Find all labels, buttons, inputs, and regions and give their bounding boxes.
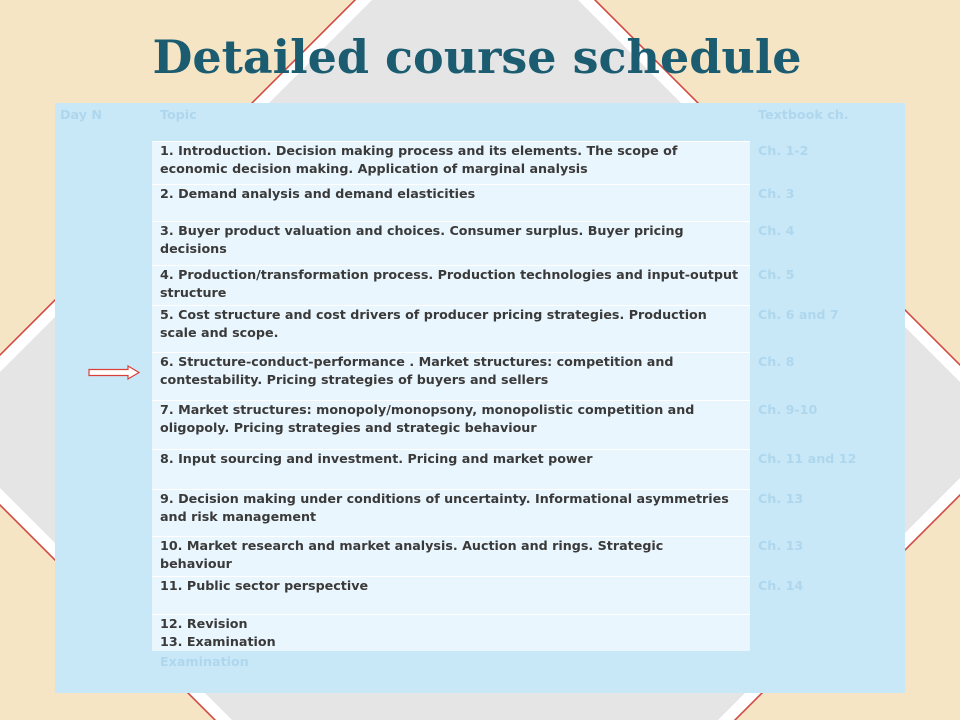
topic-cell bbox=[152, 400, 750, 449]
topic-cell bbox=[152, 184, 750, 221]
header-topic-label: Topic bbox=[160, 107, 197, 122]
textbook-chapter: Ch. 4 bbox=[758, 223, 795, 238]
textbook-chapter: Ch. 13 bbox=[758, 491, 804, 506]
topic-cell bbox=[152, 576, 750, 614]
topic-cell bbox=[152, 265, 750, 305]
schedule-row bbox=[55, 536, 905, 576]
schedule-row bbox=[55, 489, 905, 536]
day-cell bbox=[55, 352, 152, 400]
schedule-table bbox=[55, 103, 905, 693]
day-cell bbox=[55, 305, 152, 352]
topic-text-line: 5. Cost structure and cost drivers of producer pricing strategies. Production bbox=[160, 307, 707, 322]
textbook-chapter-cell bbox=[750, 651, 905, 693]
textbook-chapter-cell bbox=[750, 576, 905, 614]
topic-text-line: 1. Introduction. Decision making process and its elements. The scope of bbox=[160, 143, 678, 158]
textbook-chapter-cell bbox=[750, 141, 905, 184]
topic-text-line: 8. Input sourcing and investment. Pricing and market power bbox=[160, 451, 593, 466]
header-textbook-cell bbox=[750, 103, 905, 141]
textbook-chapter: Ch. 5 bbox=[758, 267, 795, 282]
schedule-row bbox=[55, 614, 905, 651]
topic-text-line: oligopoly. Pricing strategies and strategic behaviour bbox=[160, 420, 537, 435]
topic-cell bbox=[152, 489, 750, 536]
topic-text-line: 12. Revision bbox=[160, 616, 248, 631]
topic-text-line: 4. Production/transformation process. Production technologies and input-output bbox=[160, 267, 739, 282]
schedule-row bbox=[55, 400, 905, 449]
header-topic-cell bbox=[152, 103, 750, 141]
textbook-chapter: Ch. 1-2 bbox=[758, 143, 809, 158]
topic-cell bbox=[152, 614, 750, 651]
day-cell bbox=[55, 489, 152, 536]
topic-text-line: scale and scope. bbox=[160, 325, 279, 340]
topic-cell bbox=[152, 305, 750, 352]
textbook-chapter: Ch. 9-10 bbox=[758, 402, 818, 417]
textbook-chapter-cell bbox=[750, 221, 905, 265]
final-topic-cell bbox=[152, 651, 750, 693]
textbook-chapter-cell bbox=[750, 184, 905, 221]
slide-title: Detailed course schedule bbox=[152, 30, 802, 84]
textbook-chapter: Ch. 8 bbox=[758, 354, 795, 369]
textbook-chapter-cell bbox=[750, 265, 905, 305]
topic-text-line: 9. Decision making under conditions of uncertainty. Informational asymmetries bbox=[160, 491, 729, 506]
schedule-row bbox=[55, 184, 905, 221]
topic-text-line: 11. Public sector perspective bbox=[160, 578, 369, 593]
topic-text-line: economic decision making. Application of marginal analysis bbox=[160, 161, 588, 176]
textbook-chapter-cell bbox=[750, 449, 905, 489]
topic-text-line: structure bbox=[160, 285, 227, 300]
schedule-row bbox=[55, 576, 905, 614]
schedule-row bbox=[55, 449, 905, 489]
header-day-cell bbox=[55, 103, 152, 141]
topic-text-line: 7. Market structures: monopoly/monopsony, monopolistic competition and bbox=[160, 402, 695, 417]
schedule-row bbox=[55, 265, 905, 305]
header-day-label: Day N bbox=[60, 107, 103, 122]
topic-cell bbox=[152, 221, 750, 265]
topic-cell bbox=[152, 449, 750, 489]
topic-text-line: and risk management bbox=[160, 509, 317, 524]
textbook-chapter: Ch. 14 bbox=[758, 578, 804, 593]
schedule-row bbox=[55, 141, 905, 184]
topic-text-line: contestability. Pricing strategies of buyers and sellers bbox=[160, 372, 549, 387]
topic-text-line: decisions bbox=[160, 241, 227, 256]
table-header-row bbox=[55, 103, 905, 141]
textbook-chapter-cell bbox=[750, 352, 905, 400]
topic-text-line: 2. Demand analysis and demand elasticities bbox=[160, 186, 476, 201]
header-textbook-label: Textbook ch. bbox=[758, 107, 849, 122]
topic-text-line: 13. Examination bbox=[160, 634, 276, 649]
final-topic-text: Examination bbox=[160, 654, 249, 669]
topic-cell bbox=[152, 141, 750, 184]
day-cell bbox=[55, 265, 152, 305]
day-cell bbox=[55, 614, 152, 651]
topic-text-line: behaviour bbox=[160, 556, 232, 571]
day-cell bbox=[55, 449, 152, 489]
schedule-final-row bbox=[55, 651, 905, 693]
right-arrow-icon bbox=[88, 365, 140, 381]
textbook-chapter: Ch. 6 and 7 bbox=[758, 307, 839, 322]
textbook-chapter: Ch. 13 bbox=[758, 538, 804, 553]
schedule-row-current bbox=[55, 352, 905, 400]
topic-text-line: 6. Structure-conduct-performance . Market structures: competition and bbox=[160, 354, 674, 369]
schedule-row bbox=[55, 305, 905, 352]
day-cell bbox=[55, 536, 152, 576]
textbook-chapter-cell bbox=[750, 489, 905, 536]
day-cell bbox=[55, 184, 152, 221]
day-cell bbox=[55, 651, 152, 693]
textbook-chapter: Ch. 3 bbox=[758, 186, 795, 201]
schedule-row bbox=[55, 221, 905, 265]
topic-text-line: 10. Market research and market analysis. Auction and rings. Strategic bbox=[160, 538, 664, 553]
textbook-chapter-cell bbox=[750, 305, 905, 352]
day-cell bbox=[55, 141, 152, 184]
topic-cell bbox=[152, 352, 750, 400]
textbook-chapter-cell bbox=[750, 400, 905, 449]
day-cell bbox=[55, 221, 152, 265]
textbook-chapter-cell bbox=[750, 614, 905, 651]
topic-text-line: 3. Buyer product valuation and choices. Consumer surplus. Buyer pricing bbox=[160, 223, 684, 238]
textbook-chapter: Ch. 11 and 12 bbox=[758, 451, 857, 466]
textbook-chapter-cell bbox=[750, 536, 905, 576]
topic-cell bbox=[152, 536, 750, 576]
day-cell bbox=[55, 400, 152, 449]
day-cell bbox=[55, 576, 152, 614]
